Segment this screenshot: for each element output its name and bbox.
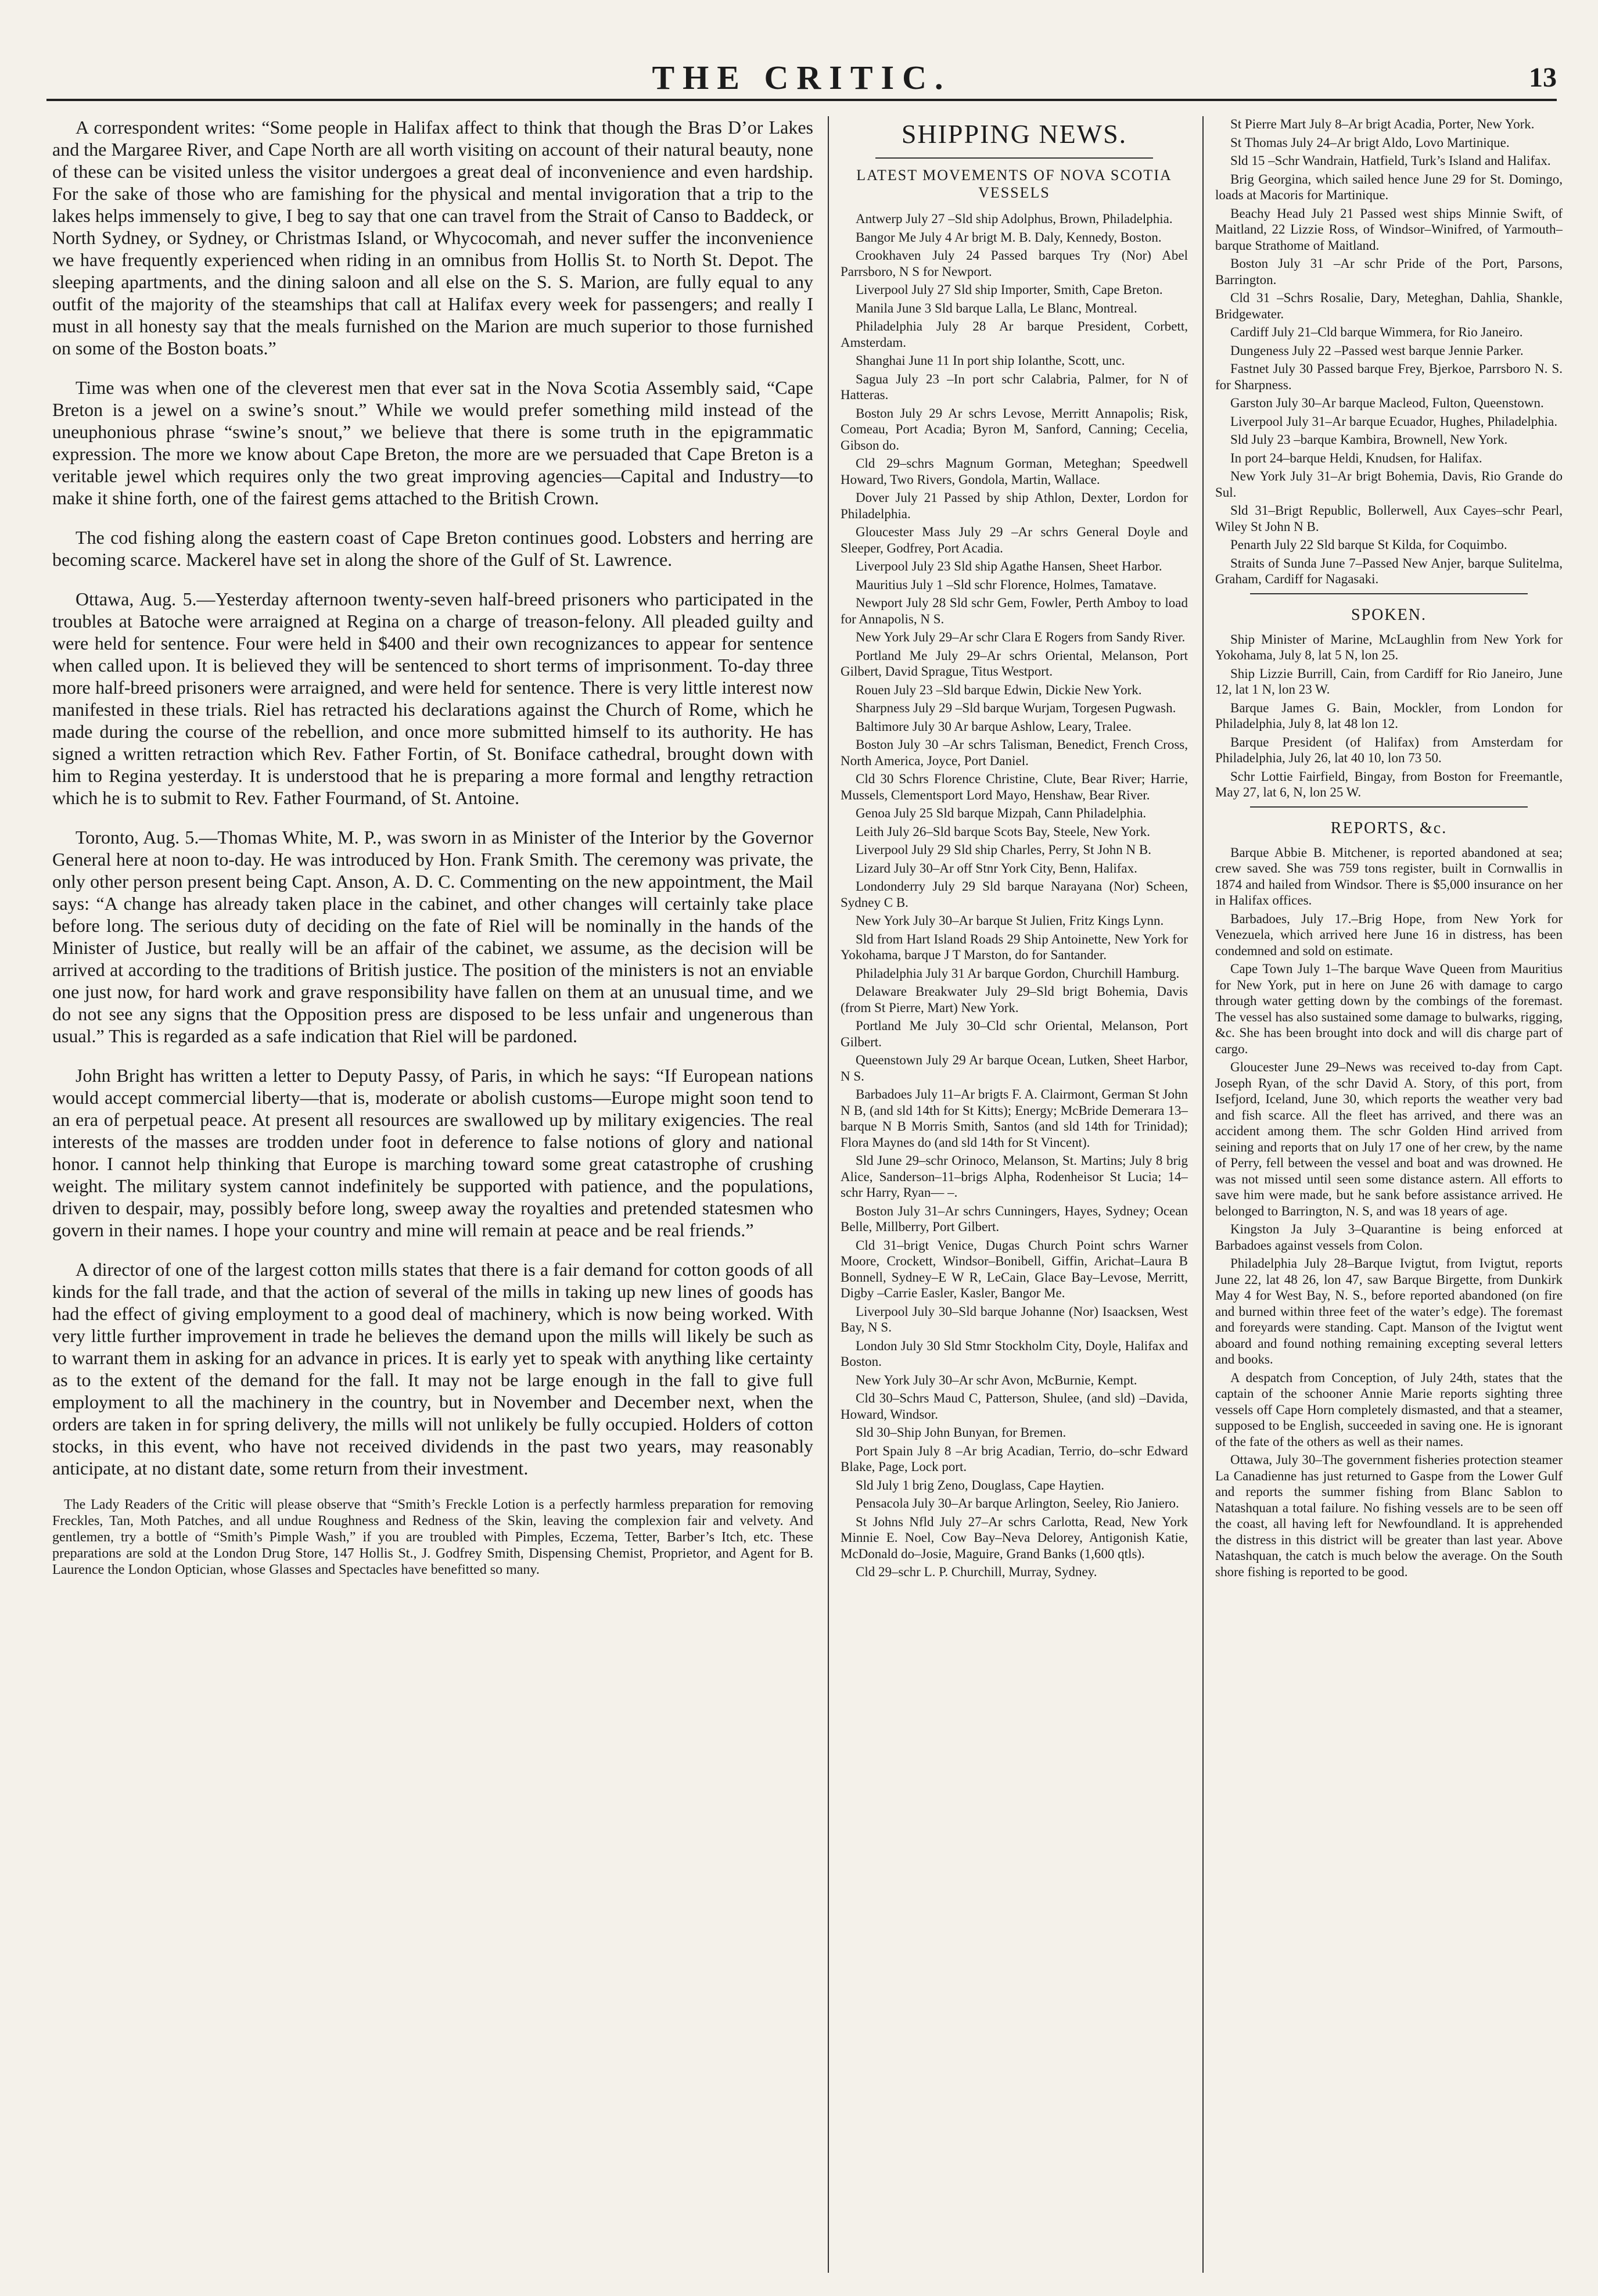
shipping-entry: Sld July 23 –barque Kambira, Brownell, New York. (1230, 432, 1508, 447)
shipping-entry: Cld 30 Schrs Florence Christine, Clute, Bear River; Harrie, Mussels, Clementsport Lord Mayo, Henshaw, Bear River. (841, 772, 1188, 802)
reports-column (1202, 116, 1563, 2273)
shipping-entry: Philadelphia July 31 Ar barque Gordon, Churchill Hamburg. (856, 966, 1180, 981)
spoken-entry: Ship Minister of Marine, McLaughlin from New York for Yokohama, July 8, lat 5 N, lon 25. (1215, 632, 1563, 662)
report-entry: Ottawa, July 30–The government fisheries protection steamer La Canadienne has just returned to Gaspe from the Lower Gulf and reports the summer fishing from Blanc Sablon to Natashquan a total failure. No fishing vessels are to be seen off the coast, all having left for Newfoundland. It is apprehended the distress in this district will be greater than last year. Above Natashquan, the catch is much below the average. On the South shore fishing is reported to be good. (1215, 1452, 1563, 1579)
article-paragraph: John Bright has written a letter to Deputy Passy, of Paris, in which he says: “If European nations would accept commercial liberty—that is, moderate or abolish customs—Europe might soon tend to an era of perpetual peace. At present all resources are swallowed up by military exigencies. The real interests of the masses are trodden under foot in deference to false notions of glory and national honor. I cannot help thinking that Europe is marching toward some great catastrophe of crushing weight. The military system cannot indefinitely be supported with patience, and the populations, driven to despair, may, possibly before long, sweep away the royalties and pretended statesmen who govern in their names. I hope your country and mine will remain at peace and be real friends.” (52, 1065, 813, 1240)
report-entry: Barbadoes, July 17.–Brig Hope, from New York for Venezuela, which arrived here June 16 in distress, has been condemned and sold on estimate. (1215, 911, 1563, 958)
article-paragraph: A correspondent writes: “Some people in Halifax affect to think that though the Bras D’or Lakes and the Margaree River, and Cape North are all worth visiting on account of their natural beauty, none of these can be visited unless the visitor undergoes a great deal of inconvenience and even hardship. For the sake of those who are famishing for the physical and mental invigoration that a trip to the lakes helps immensely to give, I beg to say that one can travel from the Strait of Canso to Baddeck, or North Sydney, or Sydney, or Christmas Island, or Whycocomah, and never suffer the inconvenience we have frequently experienced when riding in an omnibus from Hollis St. to North St. Depot. The sleeping apartments, and the dining saloon and all else on the S. S. Marion, are fully equal to any outfit of the majority of the steamships that call at Halifax every week for passengers; and really I must in all honesty say that the meals furnished on the Marion are much superior to those furnished on some of the Boston boats.” (52, 117, 813, 358)
divider (1250, 806, 1528, 808)
report-entry: Philadelphia July 28–Barque Ivigtut, from Ivigtut, reports June 22, lat 48 26, lon 47, saw Barque Birgette, from Dunkirk May 4 for West Bay, N. S., before reported abandoned (on fire and burned within three feet of the water’s edge). The foremast and foreyards were standing. Capt. Manson of the Ivigtut went aboard and found nothing remaining excepting several letters and books. (1215, 1256, 1563, 1366)
spoken-heading: SPOKEN. (1351, 605, 1427, 624)
article-paragraph: A director of one of the largest cotton mills states that there is a fair demand for cotton goods of all kinds for the fall trade, and that the action of several of the mills in taking up new lines of goods has had the effect of giving employment to a good deal of machinery, which is now being worked. With very little further improvement in trade he believes the demand upon the mills will likely be such as to warrant them in asking for an advance in prices. It is early yet to speak with anything like certainty as to the extent of the demand for the fall. It may not be large enough in the fall to give full employment to all the machinery in the country, but in November and December next, when the orders are taken in for spring delivery, the mills will not unlikely be fully occupied. Holders of cotton stocks, in this event, who have not received dividends in the past two years, may reasonably anticipate, at no distant date, some return from their investment. (52, 1259, 813, 1479)
shipping-entry: Penarth July 22 Sld barque St Kilda, for Coquimbo. (1230, 537, 1507, 552)
advertisement-notice: The Lady Readers of the Critic will please observe that “Smith’s Freckle Lotion is a perfectly harmless preparation for removing Freckles, Tan, Moth Patches, and all undue Roughness and Redness of the Skin, leaving the complexion fair and velvety. And gentlemen, try a bottle of “Smith’s Pimple Wash,” if you are troubled with Pimples, Eczema, Tetter, Barber’s Itch, etc. These preparations are sold at the London Drug Store, 147 Hollis St., J. Godfrey Smith, Dispensing Chemist, Proprietor, and Agent for B. Laurence the London Optician, whose Glasses and Spectacles have benefitted so many. (52, 1497, 813, 1577)
shipping-news-heading: SHIPPING NEWS. (901, 119, 1127, 149)
shipping-entry: Liverpool July 29 Sld ship Charles, Perry, St John N B. (856, 842, 1151, 857)
shipping-entries-continued (1215, 116, 1563, 587)
shipping-entry: Sharpness July 29 –Sld barque Wurjam, Torgesen Pugwash. (856, 701, 1176, 715)
shipping-entry: Rouen July 23 –Sld barque Edwin, Dickie New York. (856, 682, 1142, 697)
shipping-entry: Cld 31–brigt Venice, Dugas Church Point schrs Warner Moore, Crockett, Windsor–Bonibell, Giffin, Arichat–Laura B Bonnell, Sydney–E W R, LeCain, Glace Bay–Levose, Merritt, Digby –Carrie Easler, Kasler, Bangor Me. (841, 1237, 1188, 1300)
shipping-entry: Leith July 26–Sld barque Scots Bay, Steele, New York. (856, 824, 1151, 839)
shipping-entry: Londonderry July 29 Sld barque Narayana (Nor) Scheen, Sydney C B. (841, 879, 1188, 910)
divider (875, 157, 1153, 159)
shipping-entry: Lizard July 30–Ar off Stnr York City, Benn, Halifax. (856, 860, 1137, 876)
shipping-entry: Portland Me July 29–Ar schrs Oriental, Melanson, Port Gilbert, David Sprague, Titus Westport. (841, 648, 1188, 679)
shipping-entry: Boston July 31–Ar schrs Cunningers, Hayes, Sydney; Ocean Belle, Millberry, Port Gilbert. (841, 1203, 1188, 1234)
shipping-entry: Sld July 1 brig Zeno, Douglass, Cape Haytien. (856, 1477, 1105, 1493)
shipping-entry: Newport July 28 Sld schr Gem, Fowler, Perth Amboy to load for Annapolis, N S. (841, 595, 1188, 626)
shipping-entry: Garston July 30–Ar barque Macleod, Fulton, Queenstown. (1230, 396, 1544, 410)
shipping-entry: St Johns Nfld July 27–Ar schrs Carlotta, Read, New York Minnie E. Noel, Cow Bay–Neva Delorey, Antigonish Katie, McDonald do–Josie, Maguire, Grand Banks (1,600 qtls). (841, 1514, 1188, 1561)
shipping-entry: Beachy Head July 21 Passed west ships Minnie Swift, of Maitland, 22 Lizzie Ross, of Windsor–Winifred, of Yarmouth–barque Strathome of Maitland. (1215, 206, 1563, 253)
spoken-entry: Barque James G. Bain, Mockler, from London for Philadelphia, July 8, lat 48 lon 12. (1215, 700, 1563, 731)
shipping-entry: Fastnet July 30 Passed barque Frey, Bjerkoe, Parrsboro N. S. for Sharpness. (1215, 361, 1563, 392)
shipping-entry: Shanghai June 11 In port ship Iolanthe, Scott, unc. (856, 353, 1125, 368)
shipping-entry: Brig Georgina, which sailed hence June 29 for St. Domingo, loads at Macoris for Martinique. (1215, 171, 1563, 202)
shipping-entry: St Pierre Mart July 8–Ar brigt Acadia, Porter, New York. (1230, 117, 1535, 131)
shipping-news-subheading: LATEST MOVEMENTS OF NOVA SCOTIA VESSELS (856, 167, 1172, 201)
shipping-entry: New York July 30–Ar schr Avon, McBurnie, Kempt. (856, 1372, 1137, 1387)
article-paragraph: Time was when one of the cleverest men that ever sat in the Nova Scotia Assembly said, “Cape Breton is a jewel on a swine’s snout.” While we would prefer something mild instead of the uneuphonious phrase “swine’s snout,” we believe that there is some truth in the epigrammatic expression. The more we know about Cape Breton, the more are we persuaded that Cape Breton is a veritable jewel which requires only the two great improving agencies—Capital and Industry—to make it shine forth, one of the fairest gems attached to the British Crown. (52, 377, 813, 508)
spoken-entry: Schr Lottie Fairfield, Bingay, from Boston for Freemantle, May 27, lat 6, N, lon 25 W. (1215, 769, 1563, 799)
shipping-entry: Cld 30–Schrs Maud C, Patterson, Shulee, (and sld) –Davida, Howard, Windsor. (841, 1391, 1188, 1422)
shipping-entry: Baltimore July 30 Ar barque Ashlow, Leary, Tralee. (856, 719, 1132, 734)
shipping-entry: Gloucester Mass July 29 –Ar schrs General Doyle and Sleeper, Godfrey, Port Acadia. (841, 525, 1188, 555)
spoken-entries (1215, 632, 1563, 801)
shipping-entry: Sagua July 23 –In port schr Calabria, Palmer, for N of Hatteras. (841, 371, 1188, 402)
report-entry: Gloucester June 29–News was received to-day from Capt. Joseph Ryan, of the schr David A. Story, of this port, from Isefjord, Iceland, June 30, which reports the weather very bad and fish scarce. All the fleet has arrived, and there was an accident among them. The schr Golden Hind arrived from seining and reports that on July 17 one of her crew, by the name of Perry, fell between the vessel and boat and was drowned. He was not missed until seen some distance astern. All efforts to save him were made, but he sank before assistance arrived. He belonged to Barrington, N. S, and was 18 years of age. (1215, 1060, 1563, 1218)
shipping-entry: Boston July 30 –Ar schrs Talisman, Benedict, French Cross, North America, Joyce, Port Daniel. (841, 737, 1188, 768)
shipping-entry: Barbadoes July 11–Ar brigts F. A. Clairmont, German St John N B, (and sld 14th for St Kitts); Energy; McBride Demerara 13–barque N B Morris Smith, Santos (and sld 14th for Trinidad); Flora Maynes do (and sld 14th for St Vincent). (841, 1087, 1188, 1150)
shipping-entry: Straits of Sunda June 7–Passed New Anjer, barque Sulitelma, Graham, Cardiff for Nagasaki. (1215, 555, 1563, 586)
shipping-entry: Crookhaven July 24 Passed barques Try (Nor) Abel Parrsboro, N S for Newport. (841, 248, 1188, 279)
shipping-entry: Liverpool July 23 Sld ship Agathe Hansen, Sheet Harbor. (856, 559, 1162, 573)
article-paragraph: Toronto, Aug. 5.—Thomas White, M. P., was sworn in as Minister of the Interior by the Governor General here at noon to-day. He was introduced by Hon. Frank Smith. The ceremony was private, the only other person present being Capt. Anson, A. D. C. Commenting on the new appointment, the Mail says: “A change has already taken place in the cabinet, and other changes will certainly take place before long. The serious duty of deciding on the fate of Riel will be nominally in the hands of the Minister of Justice, but really will be an affair of the cabinet, we assume, as the decision will be arrived at according to the traditions of British justice. The position of the ministers is not an enviable one just now, for hard work and grave responsibility have fallen on them at an unusual time, and we do not see any signs that the Opposition press are disposed to be less unfair and ungenerous than usual.” This is regarded as a safe indication that Riel will be pardoned. (52, 827, 813, 1046)
masthead (46, 58, 1557, 101)
shipping-entry: Port Spain July 8 –Ar brig Acadian, Terrio, do–schr Edward Blake, Page, Lock port. (841, 1443, 1188, 1474)
shipping-entry: In port 24–barque Heldi, Knudsen, for Halifax. (1230, 450, 1482, 465)
spoken-entry: Ship Lizzie Burrill, Cain, from Cardiff for Rio Janeiro, June 12, lat 1 N, lon 23 W. (1215, 666, 1563, 697)
shipping-entry: New York July 30–Ar barque St Julien, Fritz Kings Lynn. (856, 913, 1164, 928)
shipping-entry: Antwerp July 27 –Sld ship Adolphus, Brown, Philadelphia. (856, 211, 1173, 226)
shipping-entry: London July 30 Sld Stmr Stockholm City, Doyle, Halifax and Boston. (841, 1338, 1188, 1369)
reports-entries (1215, 845, 1563, 1580)
article-paragraph: The cod fishing along the eastern coast of Cape Breton continues good. Lobsters and herring are becoming scarce. Mackerel have set in along the shore of the Gulf of St. Lawrence. (52, 527, 813, 570)
shipping-entry: Manila June 3 Sld barque Lalla, Le Blanc, Montreal. (856, 300, 1137, 315)
shipping-entry: Cld 31 –Schrs Rosalie, Dary, Meteghan, Dahlia, Shankle, Bridgewater. (1215, 290, 1563, 321)
shipping-entry: Pensacola July 30–Ar barque Arlington, Seeley, Rio Janiero. (856, 1496, 1179, 1511)
editorial-column (52, 116, 813, 2273)
newspaper-title: THE CRITIC. (652, 59, 951, 96)
shipping-entry: Delaware Breakwater July 29–Sld brigt Bohemia, Davis (from St Pierre, Mart) New York. (841, 984, 1188, 1015)
shipping-entry: Philadelphia July 28 Ar barque President, Corbett, Amsterdam. (841, 319, 1188, 350)
shipping-entries (841, 211, 1188, 1580)
shipping-entry: Queenstown July 29 Ar barque Ocean, Lutken, Sheet Harbor, N S. (841, 1053, 1188, 1084)
shipping-entry: Genoa July 25 Sld barque Mizpah, Cann Philadelphia. (856, 806, 1147, 820)
shipping-entry: Sld 30–Ship John Bunyan, for Bremen. (856, 1425, 1066, 1440)
shipping-news-column (828, 116, 1188, 2273)
shipping-entry: Bangor Me July 4 Ar brigt M. B. Daly, Kennedy, Boston. (856, 229, 1162, 245)
shipping-entry: Liverpool July 27 Sld ship Importer, Smith, Cape Breton. (856, 282, 1163, 297)
shipping-entry: Cardiff July 21–Cld barque Wimmera, for Rio Janeiro. (1230, 325, 1523, 339)
shipping-entry: Liverpool July 30–Sld barque Johanne (Nor) Isaacksen, West Bay, N S. (841, 1304, 1188, 1334)
divider (1250, 593, 1528, 594)
report-entry: A despatch from Conception, of July 24th, states that the captain of the schooner Annie Marie reports sighting three vessels off Cape Horn completely dismasted, and that a steamer, supposed to be English, succeeded in saving one. He is ignorant of the fate of the others as well as their names. (1215, 1370, 1563, 1449)
shipping-entry: Mauritius July 1 –Sld schr Florence, Holmes, Tamatave. (856, 577, 1157, 592)
shipping-entry: Liverpool July 31–Ar barque Ecuador, Hughes, Philadelphia. (1230, 414, 1558, 429)
shipping-entry: Sld 15 –Schr Wandrain, Hatfield, Turk’s Island and Halifax. (1230, 153, 1551, 168)
shipping-entry: Boston July 29 Ar schrs Levose, Merritt Annapolis; Risk, Comeau, Port Acadia; Byron M, Sanford, Canning; Cecelia, Gibson do. (841, 406, 1188, 453)
page-number: 13 (1529, 62, 1557, 93)
article-paragraph: Ottawa, Aug. 5.—Yesterday afternoon twenty-seven half-breed prisoners who participated in the troubles at Batoche were arraigned at Regina on a charge of treason-felony. All pleaded guilty and were held for sentence. Four were held in $400 and their own recognizances to appear for sentence when called upon. It is believed they will be sentenced to short terms of imprisonment. To-day three more half-breed prisoners were arraigned, and were held for sentence. There is very little interest now manifested in these trials. Riel has retracted his declarations against the Church of Rome, which he made during the course of the rebellion, and once more submitted himself to its authority. He has signed a written retraction which Rev. Father Fortin, of St. Boniface cathedral, brought down with him to Regina yesterday. It is understood that he is preparing a more formal and lengthy retraction which he is to submit to Rev. Father Fourmand, of St. Antoine. (52, 589, 813, 808)
shipping-entry: Portland Me July 30–Cld schr Oriental, Melanson, Port Gilbert. (841, 1018, 1188, 1049)
shipping-entry: Sld June 29–schr Orinoco, Melanson, St. Martins; July 8 brig Alice, Sanderson–11–brigs Alpha, Rodenheisor St Lucia; 14–schr Harry, Ryan— –. (841, 1153, 1188, 1200)
shipping-entry: Sld from Hart Island Roads 29 Ship Antoinette, New York for Yokohama, barque J T Marston, do for Santander. (841, 931, 1188, 962)
reports-heading: REPORTS, &c. (1330, 819, 1448, 837)
shipping-entry: Dover July 21 Passed by ship Athlon, Dexter, Lordon for Philadelphia. (841, 490, 1188, 521)
shipping-entry: Dungeness July 22 –Passed west barque Jennie Parker. (1230, 343, 1524, 358)
report-entry: Barque Abbie B. Mitchener, is reported abandoned at sea; crew saved. She was 759 tons register, built in Cornwallis in 1874 and hailed from Windsor. There is $5,000 insurance on her in Halifax offices. (1215, 845, 1563, 907)
report-entry: Kingston Ja July 3–Quarantine is being enforced at Barbadoes against vessels from Colon. (1215, 1222, 1563, 1253)
shipping-entry: St Thomas July 24–Ar brigt Aldo, Lovo Martinique. (1230, 135, 1510, 150)
shipping-entry: Sld 31–Brigt Republic, Bollerwell, Aux Cayes–schr Pearl, Wiley St John N B. (1215, 503, 1563, 534)
shipping-entry: New York July 31–Ar brigt Bohemia, Davis, Rio Grande do Sul. (1215, 469, 1563, 500)
report-entry: Cape Town July 1–The barque Wave Queen from Mauritius for New York, put in here on June 26 with damage to cargo through water getting down by the combings of the foremast. The vessel has also sustained some damage to bulwarks, rigging, &c. She has been brought into dock and will dis charge part of cargo. (1215, 962, 1563, 1056)
shipping-entry: New York July 29–Ar schr Clara E Rogers from Sandy River. (856, 630, 1186, 644)
shipping-entry: Boston July 31 –Ar schr Pride of the Port, Parsons, Barrington. (1215, 256, 1563, 287)
shipping-entry: Cld 29–schrs Magnum Gorman, Meteghan; Speedwell Howard, Two Rivers, Gondola, Martin, Wallace. (841, 456, 1188, 487)
spoken-entry: Barque President (of Halifax) from Amsterdam for Philadelphia, July 26, lat 40 10, lon 73 50. (1215, 734, 1563, 765)
shipping-entry: Cld 29–schr L. P. Churchill, Murray, Sydney. (856, 1565, 1097, 1579)
